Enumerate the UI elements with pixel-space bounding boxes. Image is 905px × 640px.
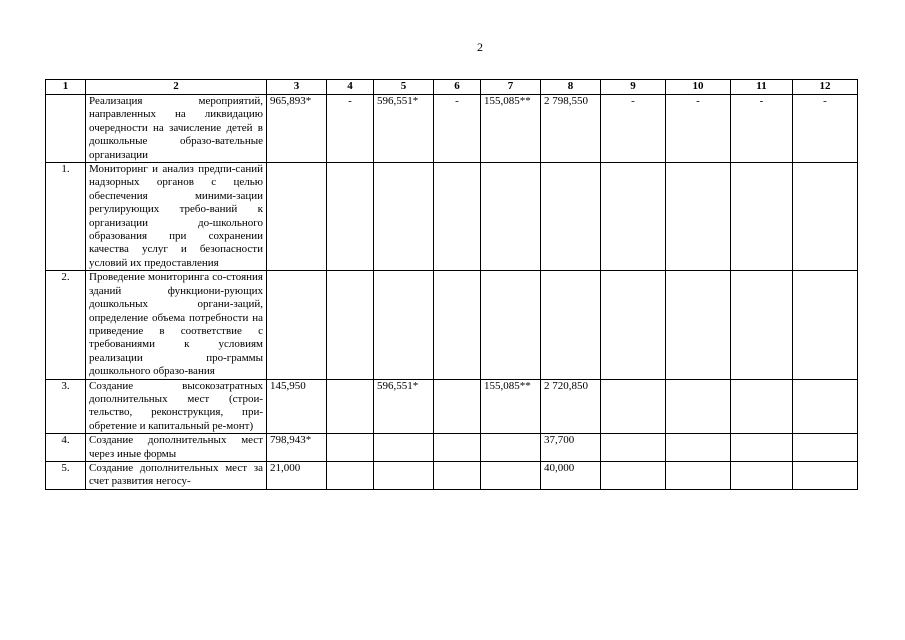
cell-col-9 — [601, 379, 666, 434]
cell-col-9 — [601, 163, 666, 271]
cell-col-5: 596,551* — [374, 379, 434, 434]
cell-col-3: 798,943* — [267, 434, 327, 462]
column-header: 6 — [434, 80, 481, 95]
cell-col-12 — [793, 271, 858, 379]
cell-col-4 — [327, 434, 374, 462]
row-number: 2. — [46, 271, 86, 379]
cell-col-6 — [434, 379, 481, 434]
column-header: 4 — [327, 80, 374, 95]
cell-col-4 — [327, 379, 374, 434]
column-header: 11 — [731, 80, 793, 95]
cell-col-9 — [601, 271, 666, 379]
cell-col-4 — [327, 271, 374, 379]
cell-col-4: - — [327, 95, 374, 163]
table-row — [46, 163, 858, 271]
cell-col-5 — [374, 163, 434, 271]
cell-col-6 — [434, 163, 481, 271]
row-number — [46, 95, 86, 163]
column-header: 12 — [793, 80, 858, 95]
cell-col-8 — [541, 271, 601, 379]
column-header: 3 — [267, 80, 327, 95]
cell-col-11 — [731, 434, 793, 462]
cell-col-11 — [731, 379, 793, 434]
cell-col-10 — [666, 271, 731, 379]
table-row — [46, 434, 858, 462]
row-number: 1. — [46, 163, 86, 271]
cell-col-10 — [666, 434, 731, 462]
cell-col-3: 145,950 — [267, 379, 327, 434]
column-header: 5 — [374, 80, 434, 95]
row-number: 3. — [46, 379, 86, 434]
cell-col-7: 155,085** — [481, 379, 541, 434]
cell-col-10 — [666, 379, 731, 434]
cell-col-10 — [666, 163, 731, 271]
cell-col-8 — [541, 163, 601, 271]
cell-col-10: - — [666, 95, 731, 163]
cell-col-5 — [374, 434, 434, 462]
cell-col-8: 40,000 — [541, 461, 601, 489]
column-header: 9 — [601, 80, 666, 95]
cell-col-11 — [731, 271, 793, 379]
cell-col-7 — [481, 434, 541, 462]
cell-col-9 — [601, 461, 666, 489]
cell-col-5: 596,551* — [374, 95, 434, 163]
row-name: Создание дополнительных мест за счет развития негосу- — [86, 461, 267, 489]
column-header: 2 — [86, 80, 267, 95]
row-name: Мониторинг и анализ предпи-саний надзорных органов с целью обеспечения миними-зации регулирующих требо-ваний к организации до-школьного образования при сохранении качества услуг и безопасности условий их предоставления — [86, 163, 267, 271]
cell-col-10 — [666, 461, 731, 489]
cell-col-4 — [327, 163, 374, 271]
row-name: Создание высокозатратных дополнительных мест (строи-тельство, реконструкция, при-обретение и капитальный ре-монт) — [86, 379, 267, 434]
cell-col-7: 155,085** — [481, 95, 541, 163]
cell-col-7 — [481, 163, 541, 271]
cell-col-11: - — [731, 95, 793, 163]
cell-col-12 — [793, 379, 858, 434]
program-table — [45, 79, 858, 490]
row-name: Проведение мониторинга со-стояния зданий функциони-рующих дошкольных органи-заций, определение объема потребности на приведение в соответствие с требованиями к условиям реализации про-граммы дошкольного образо-вания — [86, 271, 267, 379]
cell-col-6: - — [434, 95, 481, 163]
cell-col-6 — [434, 434, 481, 462]
header-row — [46, 80, 858, 95]
cell-col-5 — [374, 461, 434, 489]
cell-col-12 — [793, 461, 858, 489]
cell-col-3: 21,000 — [267, 461, 327, 489]
cell-col-11 — [731, 163, 793, 271]
column-header: 10 — [666, 80, 731, 95]
column-header: 1 — [46, 80, 86, 95]
cell-col-3 — [267, 271, 327, 379]
cell-col-12 — [793, 434, 858, 462]
cell-col-5 — [374, 271, 434, 379]
cell-col-8: 2 720,850 — [541, 379, 601, 434]
row-name: Создание дополнительных мест через иные формы — [86, 434, 267, 462]
cell-col-12: - — [793, 95, 858, 163]
page-number: 2 — [477, 40, 483, 54]
cell-col-8: 37,700 — [541, 434, 601, 462]
cell-col-7 — [481, 461, 541, 489]
row-name: Реализация мероприятий, направленных на ликвидацию очередности на зачисление детей в дошкольные образо-вательные организации — [86, 95, 267, 163]
column-header: 7 — [481, 80, 541, 95]
table-row — [46, 95, 858, 163]
cell-col-3 — [267, 163, 327, 271]
row-number: 4. — [46, 434, 86, 462]
table-row — [46, 461, 858, 489]
table-row — [46, 271, 858, 379]
cell-col-12 — [793, 163, 858, 271]
cell-col-6 — [434, 461, 481, 489]
cell-col-11 — [731, 461, 793, 489]
cell-col-6 — [434, 271, 481, 379]
cell-col-9: - — [601, 95, 666, 163]
row-number: 5. — [46, 461, 86, 489]
cell-col-7 — [481, 271, 541, 379]
table-row — [46, 379, 858, 434]
cell-col-3: 965,893* — [267, 95, 327, 163]
cell-col-4 — [327, 461, 374, 489]
cell-col-8: 2 798,550 — [541, 95, 601, 163]
column-header: 8 — [541, 80, 601, 95]
cell-col-9 — [601, 434, 666, 462]
